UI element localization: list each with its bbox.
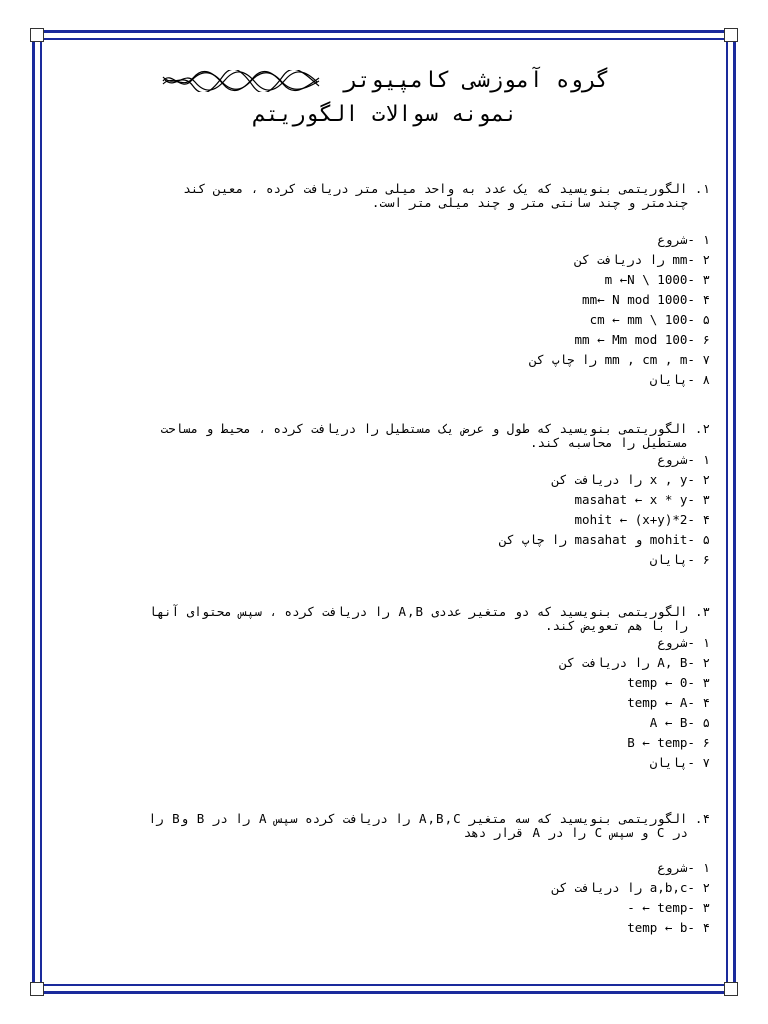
document-content bbox=[60, 60, 710, 970]
question-text-line: ۳. الگوریتمی بنویسید که دو متغیر عددی A,B را دریافت کرده ، سپس محتوای آنها bbox=[149, 604, 710, 619]
step-line: ۱ -شروع bbox=[657, 635, 710, 650]
title-line-2: نمونه سوالات الگوریتم bbox=[252, 102, 518, 127]
step-line: ۵ -A ← B bbox=[649, 715, 710, 730]
question-4 bbox=[80, 812, 710, 938]
step-line: ۱ -شروع bbox=[657, 232, 710, 247]
step-line: ۲ -mm را دریافت کن bbox=[574, 252, 710, 267]
step-line: ۲ -A, B را دریافت کن bbox=[559, 655, 710, 670]
question-text-line: ۲. الگوریتمی بنویسید که طول و عرض یک مستطیل را دریافت کرده ، محیط و مساحت bbox=[160, 421, 710, 436]
question-text-line: چندمتر و چند سانتی متر و چند میلی متر است. bbox=[371, 195, 688, 210]
step-line: ۳ -masahat ← x * y bbox=[574, 492, 710, 507]
step-line: ۴ -temp ← A bbox=[627, 695, 710, 710]
step-line: ۲ -a,b,c را دریافت کن bbox=[551, 880, 710, 895]
step-line: ۴ -mohit ← (x+y)*2 bbox=[574, 512, 710, 527]
question-2 bbox=[80, 422, 710, 570]
question-text-line: مستطیل را محاسبه کند. bbox=[529, 435, 688, 450]
corner-ornament bbox=[30, 28, 44, 42]
step-line: ۱ -شروع bbox=[657, 452, 710, 467]
corner-ornament bbox=[30, 982, 44, 996]
question-3 bbox=[80, 605, 710, 773]
question-1 bbox=[80, 182, 710, 390]
step-line: ۳ -m ←N \ 1000 bbox=[604, 272, 710, 287]
question-text-line: را با هم تعویض کند. bbox=[545, 618, 688, 633]
corner-ornament bbox=[724, 28, 738, 42]
step-line: ۵ -mohit و masahat را چاپ کن bbox=[499, 532, 710, 547]
corner-ornament bbox=[724, 982, 738, 996]
step-line: ۵ -cm ← mm \ 100 bbox=[589, 312, 710, 327]
question-text-line: ۱. الگوریتمی بنویسید که یک عدد به واحد میلی متر دریافت کرده ، معین کند bbox=[183, 181, 710, 196]
step-line: ۳ -temp ← - bbox=[627, 900, 710, 915]
question-text-line: در C و سپس C را در A قرار دهد bbox=[463, 825, 688, 840]
step-line: ۴ -mm← N mod 1000 bbox=[582, 292, 710, 307]
step-line: ۴ -temp ← b bbox=[627, 920, 710, 935]
title-line-1: گروه آموزشی کامپیوتر bbox=[80, 66, 690, 96]
step-line: ۳ -temp ← 0 bbox=[627, 675, 710, 690]
step-line: ۷ -پایان bbox=[649, 755, 710, 770]
step-line: ۶ -B ← temp bbox=[627, 735, 710, 750]
scribble-decoration bbox=[161, 70, 321, 92]
step-line: ۸ -پایان bbox=[649, 372, 710, 387]
step-line: ۶ -پایان bbox=[649, 552, 710, 567]
question-text-line: ۴. الگوریتمی بنویسید که سه متغیر A,B,C را دریافت کرده سپس A را در B وB را bbox=[148, 811, 710, 826]
step-line: ۲ -x , y را دریافت کن bbox=[551, 472, 710, 487]
step-line: ۷ -mm , cm , m را چاپ کن bbox=[529, 352, 710, 367]
step-line: ۱ -شروع bbox=[657, 860, 710, 875]
step-line: ۶ -mm ← Mm mod 100 bbox=[574, 332, 710, 347]
